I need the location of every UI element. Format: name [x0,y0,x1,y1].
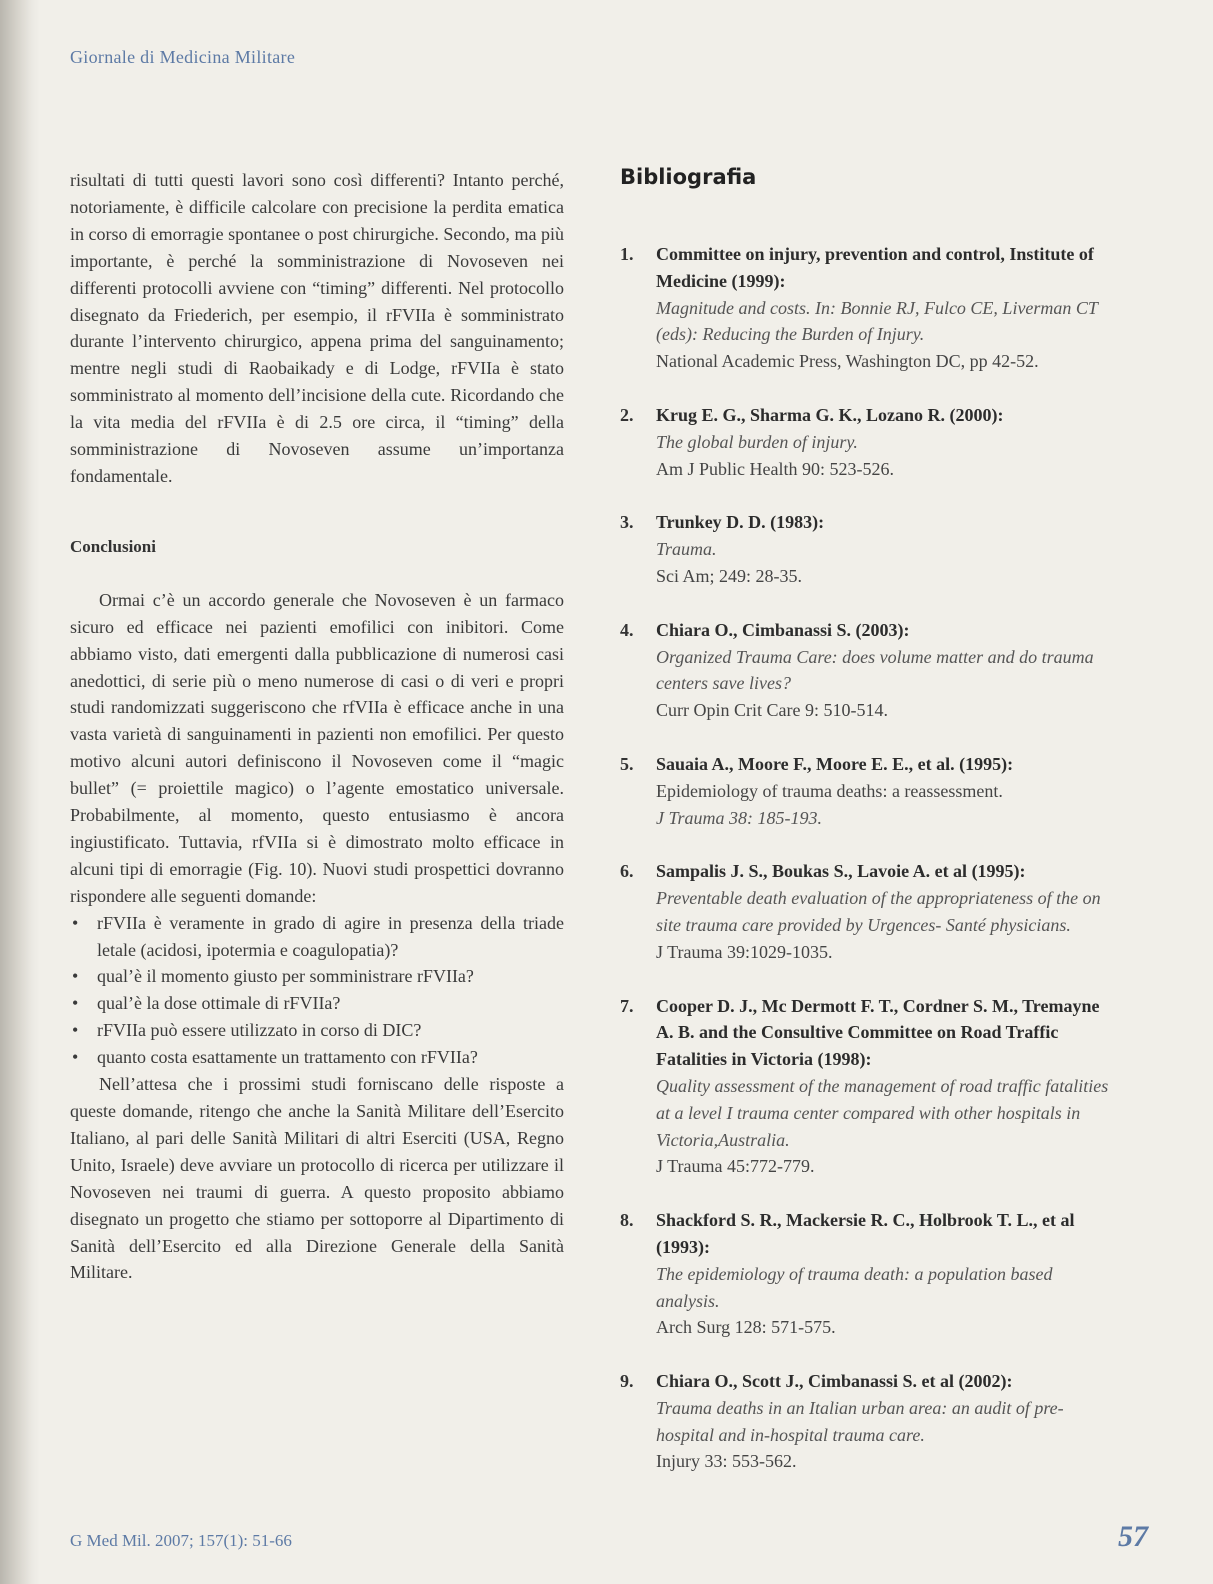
reference-number: 5. [620,753,634,774]
reference-item [620,1368,1120,1475]
page-number: 57 [1118,1520,1148,1553]
list-item: • quanto costa esattamente un trattamento con rFVIIa? [70,1044,564,1071]
reference-title: The global burden of injury. [656,431,858,452]
reference-number: 3. [620,512,634,533]
closing-paragraph: Nell’attesa che i prossimi studi forniscano delle risposte a queste domande, ritengo che anche la Sanità Militare dell’Esercito Italiano, al pari delle Sanità Militari di altri Eserciti (USA, Regno Unito, Israele) deve avviare un protocollo di ricerca per utilizzare il Novoseven nei traumi di guerra. A questo proposito abbiamo disegnato un progetto che stiamo per sottoporre al Dipartimento di Sanità dell’Esercito ed alla Direzione Generale della Sanità Militare. [70,1074,564,1283]
reference-source: Sci Am; 249: 28-35. [656,565,803,586]
reference-authors: Cooper D. J., Mc Dermott F. T., Cordner S. M., Tremayne A. B. and the Consultive Committee on Road Traffic Fatalities in Victoria (1998): [656,995,1100,1070]
reference-source: Arch Surg 128: 571-575. [656,1317,836,1338]
reference-item [620,509,1120,589]
reference-source: Am J Public Health 90: 523-526. [656,458,894,479]
reference-title: Trauma deaths in an Italian urban area: an audit of pre-hospital and in-hospital trauma care. [656,1397,1064,1445]
footer-citation: G Med Mil. 2007; 157(1): 51-66 [70,1531,292,1550]
reference-authors: Trunkey D. D. (1983): [656,512,825,533]
reference-item [620,751,1120,831]
reference-authors: Committee on injury, prevention and control, Institute of Medicine (1999): [656,244,1094,291]
reference-authors: Krug E. G., Sharma G. K., Lozano R. (2000): [656,404,1004,425]
reference-title: Quality assessment of the management of road traffic fatalities at a level I trauma center compared with other hospitals in Victoria,Australia. [656,1075,1109,1150]
reference-authors: Shackford S. R., Mackersie R. C., Holbrook T. L., et al (1993): [656,1210,1075,1257]
reference-item [620,241,1120,375]
list-item: • qual’è la dose ottimale di rFVIIa? [70,990,564,1017]
reference-item [620,617,1120,724]
reference-item [620,858,1120,965]
list-item: • rFVIIa può essere utilizzato in corso di DIC? [70,1017,564,1044]
reference-title: Epidemiology of trauma deaths: a reassessment. [656,780,1003,801]
reference-number: 8. [620,1210,634,1231]
reference-source: J Trauma 39:1029-1035. [656,941,833,962]
reference-title: The epidemiology of trauma death: a population based analysis. [656,1263,1053,1311]
reference-authors: Chiara O., Cimbanassi S. (2003): [656,619,910,640]
reference-number: 2. [620,404,634,425]
reference-source: National Academic Press, Washington DC, pp 42-52. [656,351,1039,372]
bibliography-column [620,165,1120,1502]
reference-authors: Sampalis J. S., Boukas S., Lavoie A. et al (1995): [656,861,1026,882]
reference-title: Magnitude and costs. In: Bonnie RJ, Fulco CE, Liverman CT (eds): Reducing the Burden of Injury. [656,297,1098,345]
reference-authors: Chiara O., Scott J., Cimbanassi S. et al (2002): [656,1371,1013,1392]
reference-title: Trauma. [656,539,717,560]
reference-item [620,993,1120,1181]
intro-paragraph: risultati di tutti questi lavori sono così differenti? Intanto perché, notoriamente, è difficile calcolare con precisione la perdita ematica in corso di emorragie spontanee o post chirurgiche. Secondo, ma più importante, è perché la somministrazione di Novoseven nei differenti protocolli avviene con “timing” differenti. Nel protocollo disegnato da Friederich, per esempio, il rFVIIa è somministrato durante l’intervento chirurgico, appena prima del sanguinamento; mentre negli studi di Raobaikady e di Lodge, rFVIIa è stato somministrato al momento dell’incisione della cute. Ricordando che la vita media del rFVIIa è di 2.5 ore circa, il “timing” della somministrazione di Novoseven assume un’importanza fondamentale. [70,170,564,486]
reference-source: J Trauma 45:772-779. [656,1156,815,1177]
reference-number: 1. [620,244,634,264]
list-item: • qual’è il momento giusto per somministrare rFVIIa? [70,963,564,990]
reference-number: 7. [620,995,634,1016]
reference-number: 4. [620,619,634,640]
reference-source: Curr Opin Crit Care 9: 510-514. [656,700,888,721]
page-spine-shadow [0,0,40,1584]
conclusions-paragraph: Ormai c’è un accordo generale che Novoseven è un farmaco sicuro ed efficace nei pazienti emofilici con inibitori. Come abbiamo visto, dati emergenti dalla pubblicazione di numerosi casi anedottici, di serie più o meno numerose di casi o di veri e propri studi randomizzati suggeriscono che rfVIIa è efficace anche in una vasta varietà di sanguinamenti in pazienti non emofilici. Per questo motivo alcuni autori definiscono il Novoseven come il “magic bullet” (= proiettile magico) o l’agente emostatico universale. Probabilmente, al momento, questo entusiasmo è ancora ingiustificato. Tuttavia, rfVIIa si è dimostrato molto efficace in alcuni tipi di emorragie (Fig. 10). Nuovi studi prospettici dovranno rispondere alle seguenti domande: [70,589,564,906]
journal-header: Giornale di Medicina Militare [70,47,296,67]
bibliography-heading: Bibliografia [620,165,757,189]
list-item: • rFVIIa è veramente in grado di agire in presenza della triade letale (acidosi, ipotermia e coagulopatia)? [70,910,564,964]
reference-item [620,402,1120,482]
reference-number: 6. [620,861,634,882]
conclusions-heading: Conclusioni [70,536,156,556]
left-column [70,167,564,1286]
reference-title: Preventable death evaluation of the appropriateness of the on site trauma care provided by Urgences- Santé physicians. [656,888,1101,935]
questions-list [70,910,564,1071]
reference-source: Injury 33: 553-562. [656,1451,797,1472]
reference-number: 9. [620,1371,634,1392]
reference-item [620,1207,1120,1341]
reference-source: J Trauma 38: 185-193. [656,807,822,828]
reference-title: Organized Trauma Care: does volume matter and do trauma centers save lives? [656,646,1094,694]
reference-authors: Sauaia A., Moore F., Moore E. E., et al. (1995): [656,753,1014,774]
